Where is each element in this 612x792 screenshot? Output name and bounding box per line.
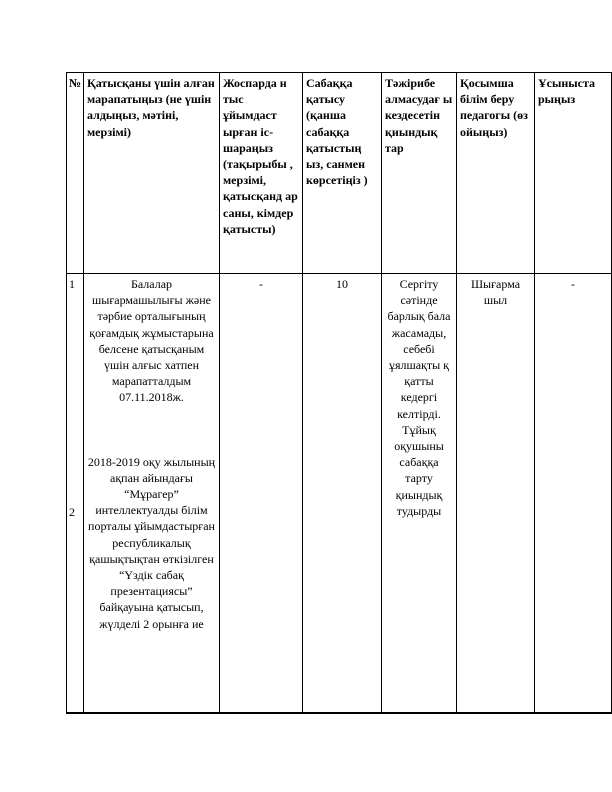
header-awards: Қатысқаны үшін алған марапатыңыз (не үшін алдыңыз, мәтіні, мерзімі) <box>84 73 220 274</box>
award-text-2: 2018-2019 оқу жылының ақпан айындағы “Мұрагер” интеллектуалды білім порталы ұйымдастырған республикалық қашықтықтан өткізілген “Үздік сабақ презентациясы” байқауына қатысып, жүлделі 2 орынға ие <box>87 454 216 631</box>
row-number-2: 2 <box>69 505 75 520</box>
cell-teacher: Шығарма шыл <box>457 274 535 714</box>
cell-difficulties: Сергіту сәтінде барлық бала жасамады, себебі ұялшақты қ қатты кедергі келтірді. Тұйық оқушыны сабаққа тарту қиындық тудырды <box>382 274 457 714</box>
table-row <box>67 274 612 714</box>
row-number-1: 1 <box>69 277 75 291</box>
cell-suggestions: - <box>535 274 612 714</box>
cell-numbers <box>67 274 84 714</box>
award-gap <box>87 406 216 454</box>
table-header-row <box>67 73 612 274</box>
cell-lessons: 10 <box>303 274 382 714</box>
header-difficulties: Тәжірибе алмасудағ ы кездесетін қиындық тар <box>382 73 457 274</box>
header-events: Жоспарда н тыс ұйымдаст ырған іс-шараңыз (тақырыбы , мерзімі, қатысқанд ар саны, кімдер қатысты) <box>220 73 303 274</box>
header-teacher: Қосымша білім беру педагогы (өз ойыңыз) <box>457 73 535 274</box>
header-lessons: Сабаққа қатысу (қанша сабаққа қатыстың ыз, санмен көрсетіңіз ) <box>303 73 382 274</box>
award-text-1: Балалар шығармашылығы және тәрбие орталығының қоғамдық жұмыстарына белсене қатысқаным үшін алғыс хатпен марапатталдым 07.11.2018ж. <box>89 277 214 405</box>
cell-awards <box>84 274 220 714</box>
report-table <box>66 72 612 714</box>
cell-events: - <box>220 274 303 714</box>
header-number: № <box>67 73 84 274</box>
header-suggestions: Ұсыныста рыңыз <box>535 73 612 274</box>
